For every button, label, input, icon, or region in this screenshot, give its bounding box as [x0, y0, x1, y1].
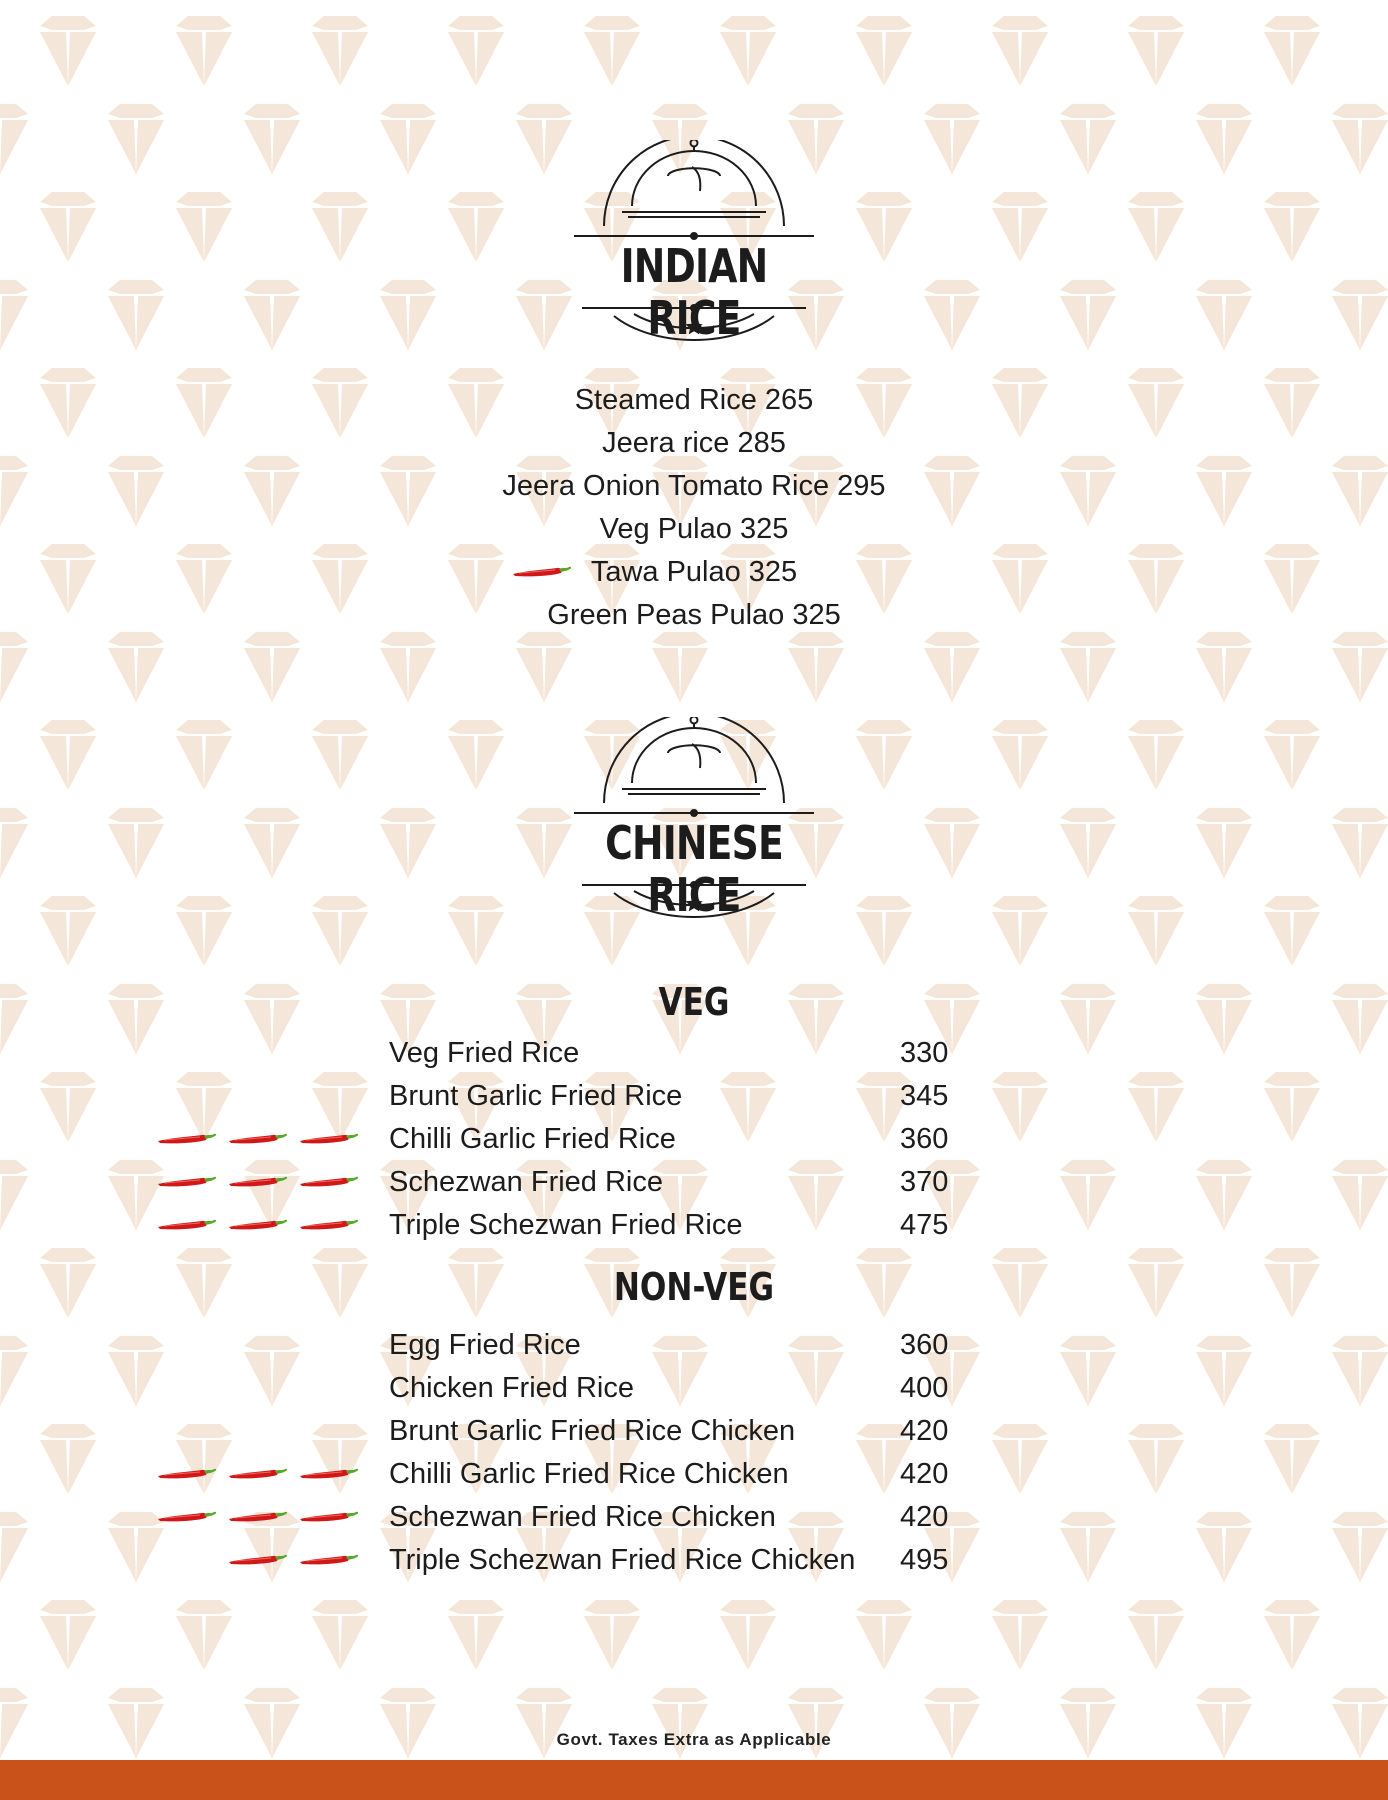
red-chili-icon: [511, 562, 573, 582]
item-name: Brunt Garlic Fried Rice: [389, 1080, 683, 1112]
red-chili-icon: [298, 1215, 360, 1235]
red-chili-icon: [156, 1464, 218, 1484]
item-price: 370: [900, 1166, 949, 1198]
red-chili-icon: [227, 1464, 289, 1484]
menu-item-label: [600, 508, 789, 551]
menu-row: [0, 1453, 1388, 1496]
menu-item-text: Tawa Pulao 325: [590, 556, 798, 588]
item-price: 495: [900, 1544, 949, 1576]
menu-row: [0, 1161, 1388, 1204]
menu-row: [0, 1204, 1388, 1247]
non-veg-rice-list: [0, 1324, 1388, 1582]
item-price: 420: [900, 1415, 949, 1447]
item-name: Schezwan Fried Rice Chicken: [389, 1501, 776, 1533]
red-chili-icon: [227, 1129, 289, 1149]
indian-rice-emblem: [564, 140, 824, 360]
item-name: Chilli Garlic Fried Rice Chicken: [389, 1458, 789, 1490]
red-chili-icon: [156, 1215, 218, 1235]
item-price: 420: [900, 1458, 949, 1490]
red-chili-icon: [156, 1507, 218, 1527]
menu-item-text: Jeera Onion Tomato Rice 295: [502, 470, 886, 502]
menu-item-label: [547, 594, 840, 637]
menu-item-text: Veg Pulao 325: [599, 513, 789, 545]
bottom-accent-bar: [0, 1760, 1388, 1800]
red-chili-icon: [298, 1172, 360, 1192]
item-name: Chilli Garlic Fried Rice: [389, 1123, 676, 1155]
non-veg-heading: NON-VEG: [613, 1265, 775, 1309]
red-chili-icon: [298, 1129, 360, 1149]
menu-item: [0, 508, 1388, 551]
menu-row: [0, 1118, 1388, 1161]
item-price: 330: [900, 1037, 949, 1069]
red-chili-icon: [156, 1129, 218, 1149]
item-name: Egg Fried Rice: [389, 1329, 581, 1361]
veg-heading: VEG: [658, 980, 730, 1024]
chinese-rice-emblem: [564, 717, 824, 937]
spice-level: [156, 1496, 366, 1539]
menu-row: [0, 1032, 1388, 1075]
menu-row: [0, 1496, 1388, 1539]
item-price: 360: [900, 1123, 949, 1155]
menu-item-text: Green Peas Pulao 325: [547, 599, 841, 631]
menu-item-label: [502, 465, 885, 508]
item-price: 345: [900, 1080, 949, 1112]
spice-level: [156, 1118, 366, 1161]
red-chili-icon: [298, 1507, 360, 1527]
menu-item: [0, 465, 1388, 508]
menu-row: [0, 1539, 1388, 1582]
red-chili-icon: [227, 1215, 289, 1235]
item-price: 420: [900, 1501, 949, 1533]
item-price: 475: [900, 1209, 949, 1241]
item-name: Brunt Garlic Fried Rice Chicken: [389, 1415, 796, 1447]
menu-item: [0, 422, 1388, 465]
item-price: 360: [900, 1329, 949, 1361]
red-chili-icon: [227, 1172, 289, 1192]
red-chili-icon: [227, 1507, 289, 1527]
spice-level: [156, 1453, 366, 1496]
spice-level: [156, 1539, 366, 1582]
red-chili-icon: [298, 1464, 360, 1484]
menu-item-label: [575, 379, 814, 422]
section-title-chinese-rice: CHINESE RICE: [605, 816, 783, 922]
veg-rice-list: [0, 1032, 1388, 1247]
menu-item-text: Steamed Rice 265: [574, 384, 814, 416]
menu-item-label: [602, 422, 786, 465]
item-name: Chicken Fried Rice: [389, 1372, 634, 1404]
menu-item-label: [591, 551, 797, 594]
item-name: Schezwan Fried Rice: [389, 1166, 663, 1198]
item-price: 400: [900, 1372, 949, 1404]
menu-row: [0, 1410, 1388, 1453]
tax-note: Govt. Taxes Extra as Applicable: [556, 1730, 832, 1749]
indian-rice-list: [0, 379, 1388, 637]
spice-level: [156, 1161, 366, 1204]
red-chili-icon: [298, 1550, 360, 1570]
red-chili-icon: [156, 1172, 218, 1192]
menu-item: [0, 551, 1388, 594]
item-name: Veg Fried Rice: [389, 1037, 580, 1069]
item-name: Triple Schezwan Fried Rice Chicken: [389, 1544, 856, 1576]
menu-item: [0, 379, 1388, 422]
menu-row: [0, 1324, 1388, 1367]
red-chili-icon: [227, 1550, 289, 1570]
section-title-indian-rice: INDIAN RICE: [620, 239, 768, 345]
menu-item: [0, 594, 1388, 637]
menu-item-text: Jeera rice 285: [602, 427, 786, 459]
spice-level: [511, 551, 581, 594]
menu-row: [0, 1075, 1388, 1118]
spice-level: [156, 1204, 366, 1247]
menu-row: [0, 1367, 1388, 1410]
item-name: Triple Schezwan Fried Rice: [389, 1209, 743, 1241]
